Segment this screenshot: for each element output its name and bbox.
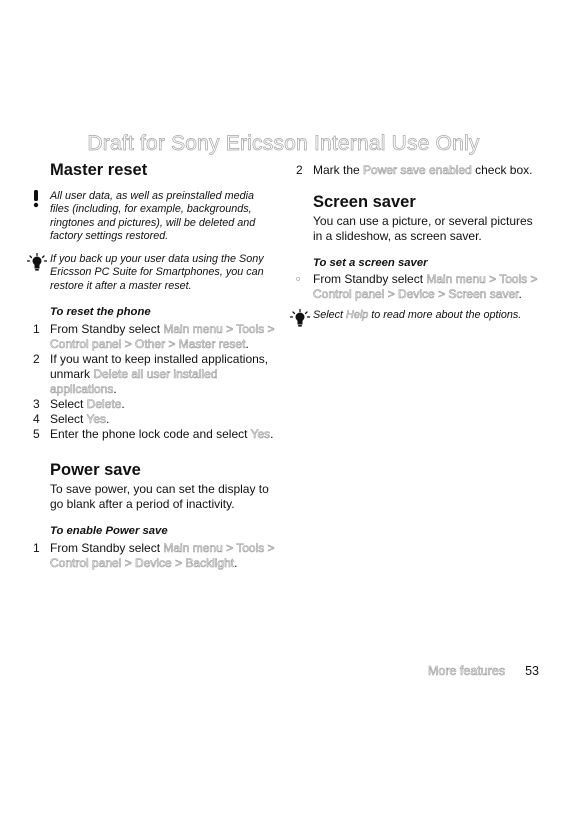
enable-power-save-subheading: To enable Power save (50, 525, 168, 538)
master-reset-heading: Master reset (50, 161, 148, 179)
menu-path: Main menu > Tools > Control panel > Other > Master reset (50, 322, 275, 352)
menu-path: Main menu > Tools > Control panel > Device > Screen saver (313, 272, 538, 301)
menu-path: Delete all user installed applications (50, 367, 218, 397)
reset-steps-list (33, 322, 275, 442)
menu-path: Delete (86, 397, 122, 412)
screen-saver-body: You can use a picture, or several pictures in a slideshow, as screen saver. (313, 214, 533, 243)
power-save-body: To save power, you can set the display to go blank after a period of inactivity. (50, 482, 269, 512)
tip-note (50, 253, 275, 293)
menu-path: Help (346, 309, 369, 321)
screen-saver-heading: Screen saver (313, 193, 416, 211)
power-save-heading: Power save (50, 461, 141, 480)
bullet-icon: • (296, 272, 301, 286)
warning-note (50, 190, 275, 243)
page-number: 53 (525, 664, 539, 678)
list-item: 1 From Standby select Main menu > Tools > Control panel > Other > Master reset. (33, 322, 275, 352)
menu-path: Yes (250, 427, 271, 442)
lightbulb-icon (290, 309, 310, 331)
reset-phone-subheading: To reset the phone (50, 306, 151, 319)
warning-text: All user data, as well as preinstalled media files (including, for example, backgrounds, ringtones and pictures), will be deleted and factory settings restored. (50, 190, 256, 242)
lightbulb-icon (27, 253, 47, 275)
footer-section-title: More features (427, 664, 506, 678)
right-column (296, 160, 538, 322)
page-footer (428, 664, 539, 678)
draft-watermark: Draft for Sony Ericsson Internal Use Only (87, 132, 480, 155)
menu-path: Yes (86, 412, 107, 427)
power-save-steps-continued (296, 163, 538, 178)
menu-path: Main menu > Tools > Control panel > Device > Backlight (50, 541, 275, 571)
tip-text: If you back up your user data using the Sony Ericsson PC Suite for Smartphones, you can restore it after a master reset. (50, 253, 264, 292)
list-item: • From Standby select Main menu > Tools > Control panel > Device > Screen saver. (296, 272, 538, 301)
list-item: 4 Select Yes. (33, 412, 110, 427)
exclamation-icon (31, 190, 41, 212)
power-save-steps-list (33, 541, 275, 571)
tip-note: Select Help to read more about the options. (313, 309, 538, 322)
menu-path: Power save enabled (363, 163, 472, 177)
list-item: 2 If you want to keep installed applications, unmark Delete all user installed applications. (33, 352, 269, 397)
list-item: 2 Mark the Power save enabled check box. (296, 163, 533, 177)
list-item: 3 Select Delete. (33, 397, 125, 412)
left-column (33, 160, 275, 571)
list-item: 1 From Standby select Main menu > Tools > Control panel > Device > Backlight. (33, 541, 275, 571)
list-item: 5 Enter the phone lock code and select Yes. (33, 427, 274, 442)
set-screen-saver-subheading: To set a screen saver (313, 257, 428, 269)
